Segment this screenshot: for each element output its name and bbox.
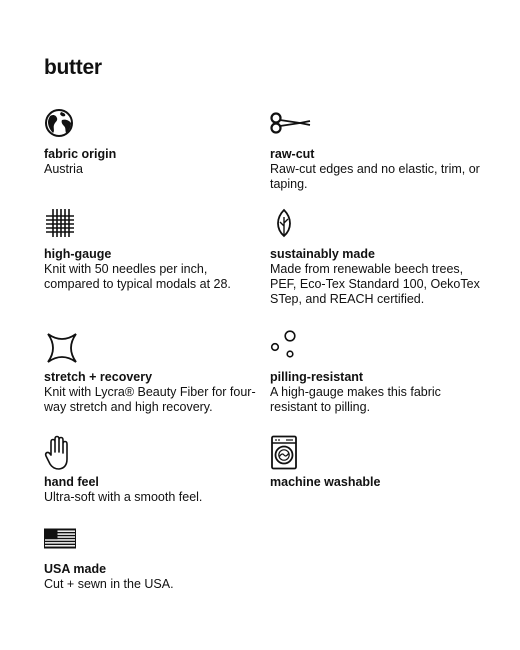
feature-description: A high-gauge makes this fabric resistant to pilling. — [270, 385, 441, 414]
feature-label: sustainably made — [270, 247, 375, 261]
feature-sustainably-made — [270, 207, 485, 307]
feature-description: Made from renewable beech trees, PEF, Eco-Tex Standard 100, OekoTex STep, and REACH certified. — [270, 262, 480, 306]
hand-icon — [44, 435, 259, 471]
feature-description: Austria — [44, 162, 83, 176]
feature-description: Knit with 50 needles per inch, compared to typical modals at 28. — [44, 262, 231, 291]
bubbles-icon — [270, 330, 485, 366]
feature-label: machine washable — [270, 475, 381, 489]
washing-machine-icon — [270, 435, 485, 471]
feature-description: Ultra-soft with a smooth feel. — [44, 490, 203, 504]
leaf-icon — [270, 207, 485, 243]
knit-grid-icon — [44, 207, 259, 243]
feature-description: Raw-cut edges and no elastic, trim, or taping. — [270, 162, 480, 191]
feature-label: hand feel — [44, 475, 99, 489]
globe-icon — [44, 107, 259, 143]
feature-label: stretch + recovery — [44, 370, 153, 384]
stretch-icon — [44, 330, 259, 366]
feature-label: fabric origin — [44, 147, 117, 161]
scissors-icon — [270, 107, 485, 143]
feature-description: Cut + sewn in the USA. — [44, 577, 174, 591]
feature-label: high-gauge — [44, 247, 112, 261]
feature-fabric-origin — [44, 107, 259, 177]
feature-label: raw-cut — [270, 147, 315, 161]
feature-pilling-resistant — [270, 330, 485, 415]
feature-usa-made — [44, 527, 259, 592]
feature-stretch-recovery — [44, 330, 259, 415]
feature-raw-cut — [270, 107, 485, 192]
feature-label: USA made — [44, 562, 107, 576]
feature-label: pilling-resistant — [270, 370, 364, 384]
feature-machine-washable — [270, 435, 485, 490]
feature-description: Knit with Lycra® Beauty Fiber for four-way stretch and high recovery. — [44, 385, 256, 414]
feature-hand-feel — [44, 435, 259, 505]
feature-high-gauge — [44, 207, 259, 292]
us-flag-icon — [44, 527, 259, 557]
page-title: butter — [44, 56, 102, 79]
